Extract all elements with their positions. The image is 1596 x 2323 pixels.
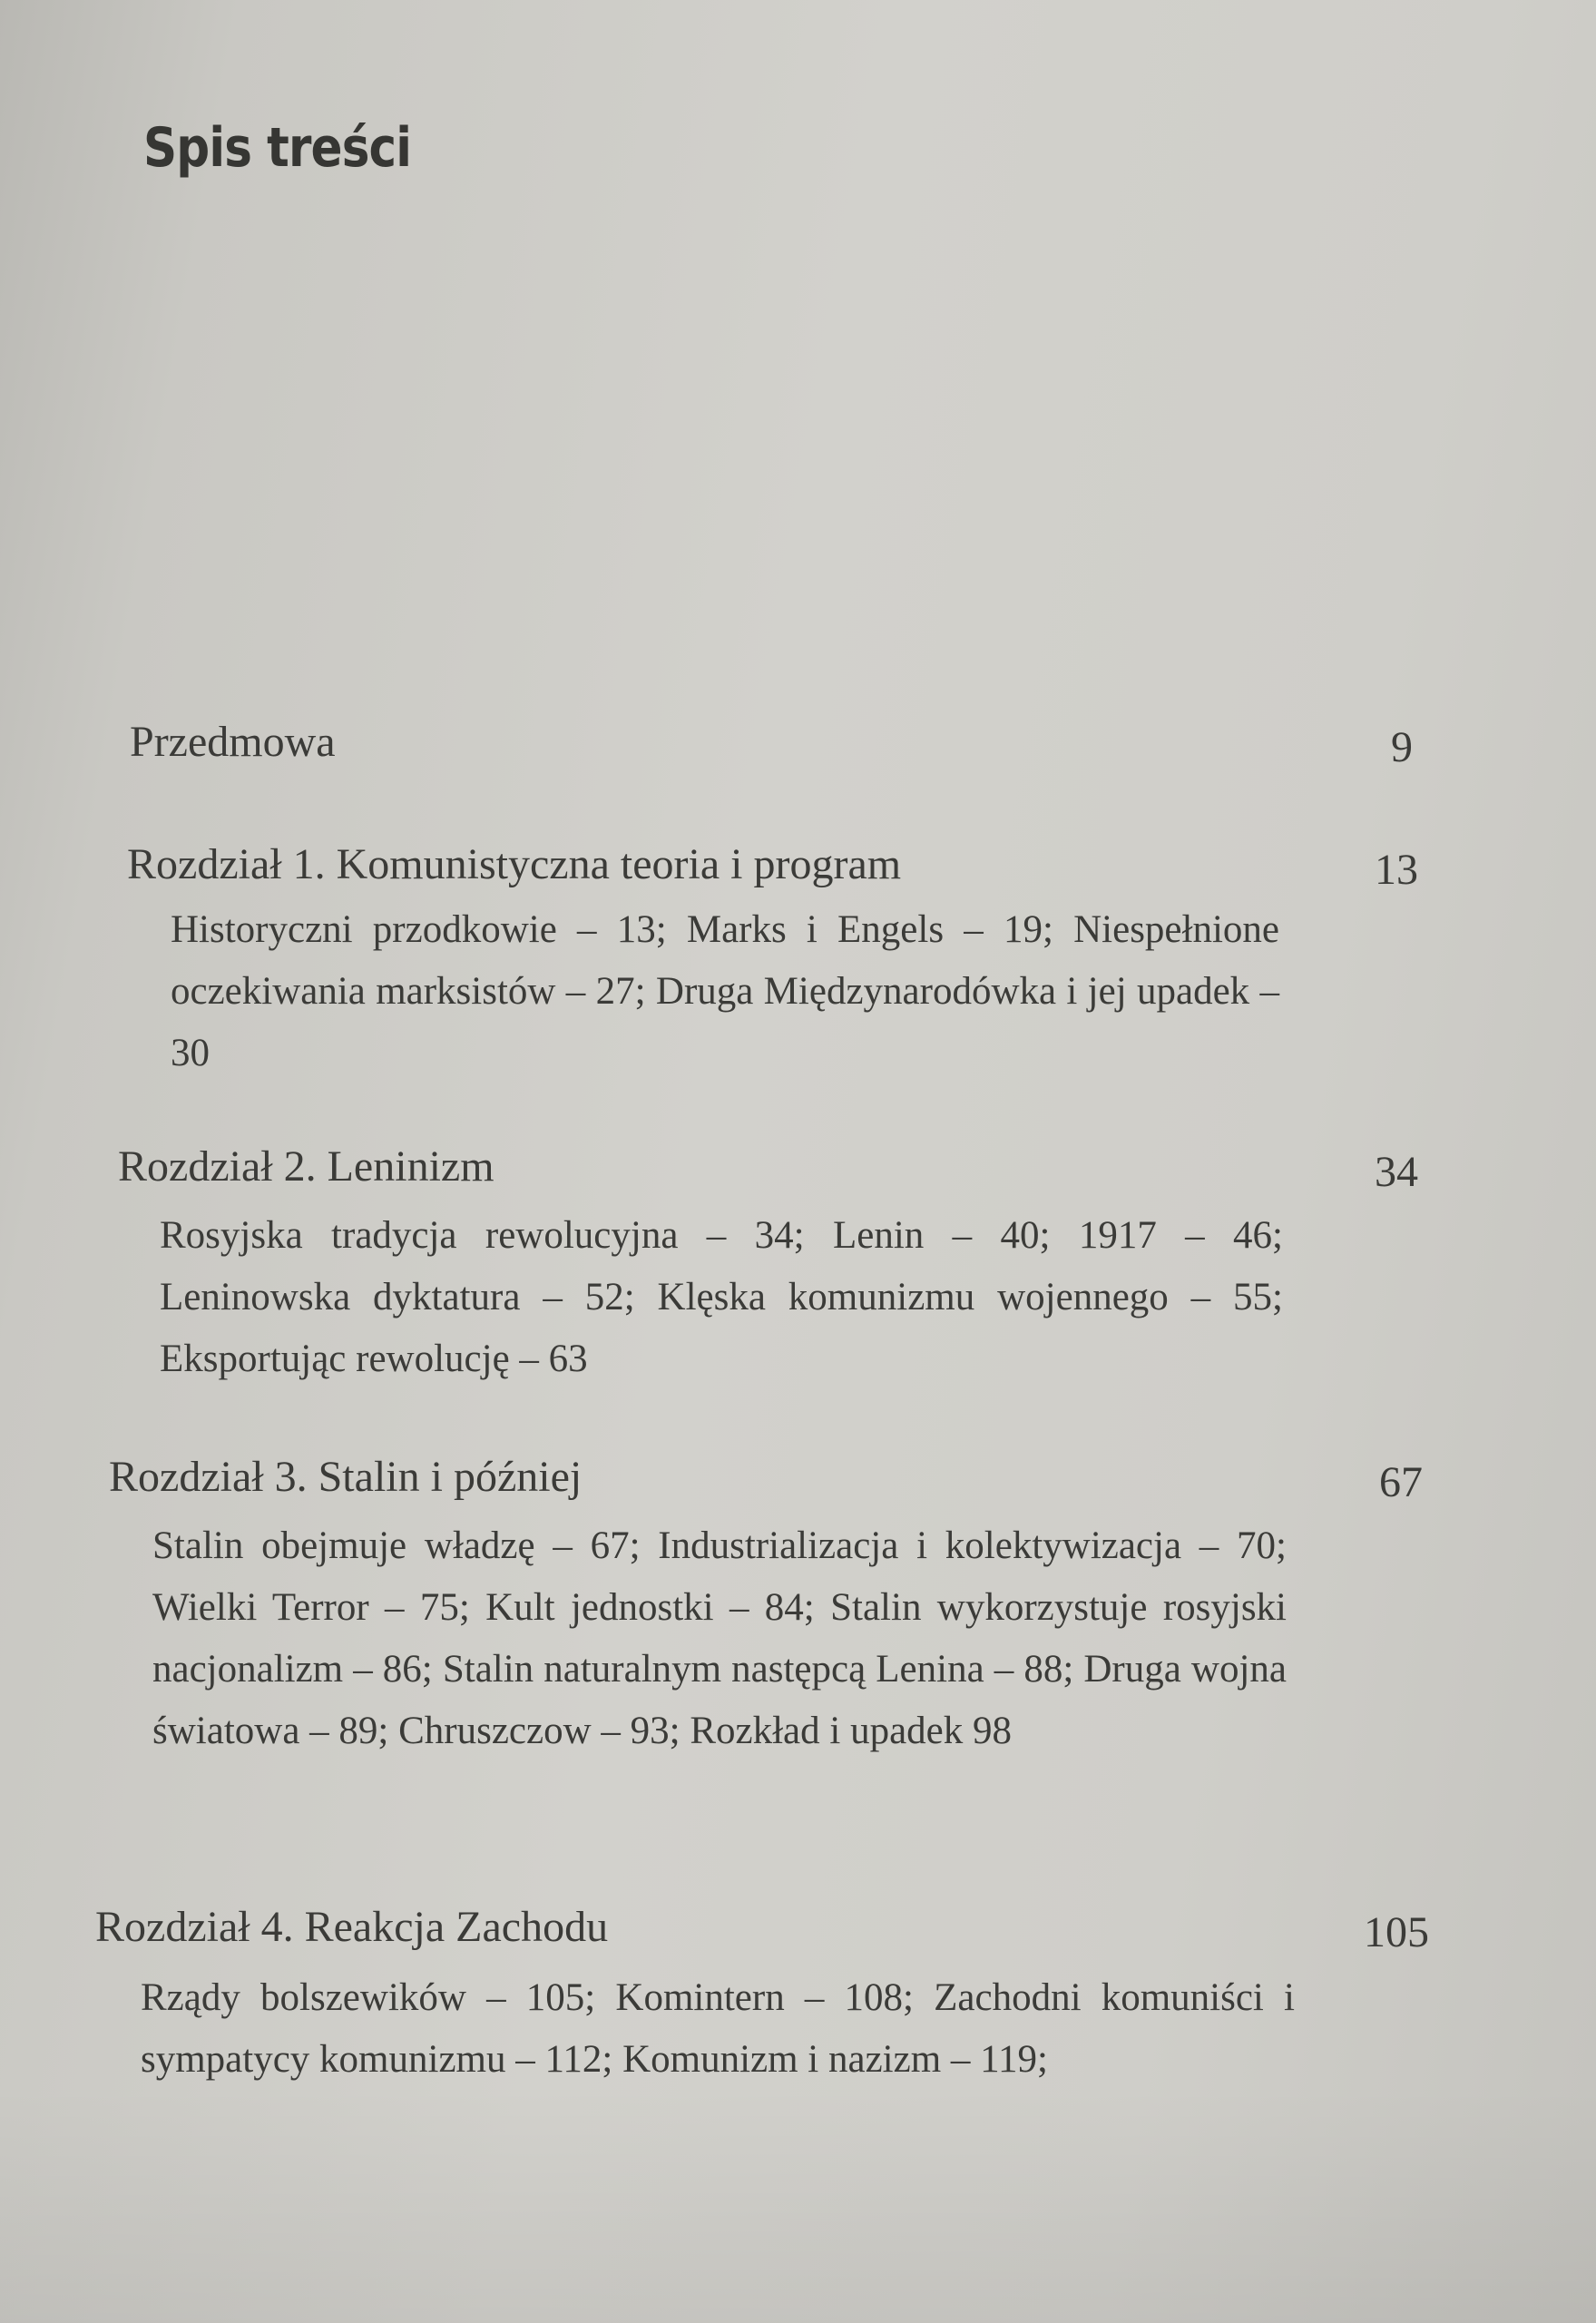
toc-page-number: 34	[1375, 1148, 1418, 1196]
toc-description: Historyczni przodkowie – 13; Marks i Engels – 19; Niespełnione oczekiwania marksistów – 27; Druga Międzynarodówka i jej upadek – 30	[171, 908, 1279, 1074]
toc-heading: Rozdział 1. Komunistyczna teoria i program	[127, 840, 902, 888]
page-shadow	[0, 2087, 1596, 2323]
toc-heading: Rozdział 3. Stalin i później	[109, 1453, 583, 1501]
toc-entry-chapter-2	[118, 1142, 1425, 1380]
toc-entry-chapter-4	[95, 1902, 1429, 2081]
toc-entry-chapter-3	[109, 1452, 1423, 1752]
toc-description: Rosyjska tradycja rewolucyjna – 34; Lenin – 40; 1917 – 46; Leninowska dyktatura – 52; Klęska komunizmu wojennego – 55; Eksportując rewolucję – 63	[160, 1214, 1283, 1380]
toc-description: Rządy bolszewików – 105; Komintern – 108; Zachodni komuniści i sympatycy komunizmu – 112; Komunizm i nazizm – 119;	[141, 1976, 1295, 2081]
toc-description: Stalin obejmuje władzę – 67; Industrializacja i kolektywizacja – 70; Wielki Terror – 75; Kult jednostki – 84; Stalin wykorzystuje rosyjski nacjonalizm – 86; Stalin naturalnym następcą Lenina – 88; Druga wojna światowa – 89; Chruszczow – 93; Rozkład i upadek 98	[152, 1524, 1287, 1752]
toc-heading: Przedmowa	[130, 718, 336, 766]
toc-page-number: 13	[1375, 846, 1418, 894]
toc-heading: Rozdział 4. Reakcja Zachodu	[95, 1903, 609, 1951]
page-title: Spis treści	[143, 116, 412, 180]
toc-page-number: 105	[1364, 1908, 1429, 1956]
toc-page-number: 9	[1391, 723, 1413, 771]
toc-heading: Rozdział 2. Leninizm	[118, 1142, 494, 1191]
toc-page-number: 67	[1379, 1458, 1423, 1506]
toc-entry-chapter-1	[127, 839, 1434, 1074]
toc-entry-preface	[130, 717, 1436, 780]
